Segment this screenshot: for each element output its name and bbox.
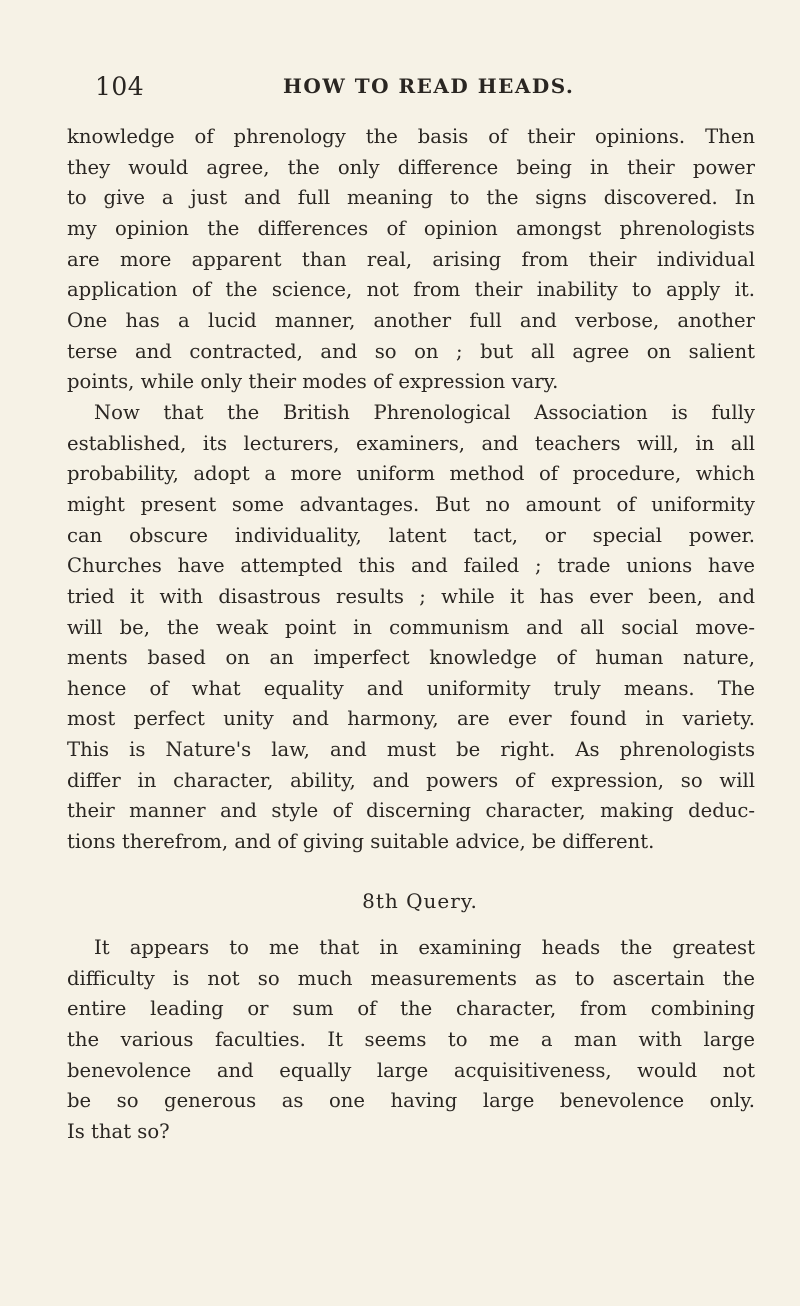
text-line: might present some advantages. But no amount of uniformity — [67, 492, 755, 516]
paragraph-2 — [67, 398, 755, 858]
text-line: differ in character, ability, and powers of expression, so will — [67, 768, 755, 792]
text-line: This is Nature's law, and must be right. As phrenologists — [67, 738, 755, 762]
text-line: my opinion the differences of opinion amongst phrenologists — [67, 216, 755, 240]
text-line: One has a lucid manner, another full and verbose, another — [67, 308, 755, 332]
text-line: It appears to me that in examining heads the greatest — [94, 936, 755, 959]
page-number: 104 — [95, 72, 145, 101]
text-line: be so generous as one having large benevolence only. — [67, 1089, 755, 1113]
text-line: to give a just and full meaning to the signs discovered. In — [67, 186, 755, 210]
text-line: will be, the weak point in communism and all social move- — [67, 615, 755, 639]
query-heading-text: 8th Query. — [362, 889, 478, 913]
text-line: the various faculties. It seems to me a man with large — [67, 1027, 755, 1051]
text-line: probability, adopt a more uniform method of procedure, which — [67, 462, 755, 486]
text-line: they would agree, the only difference being in their power — [67, 155, 755, 179]
text-line: entire leading or sum of the character, from combining — [67, 997, 755, 1021]
text-line: tions therefrom, and of giving suitable advice, be different. — [67, 830, 655, 854]
paragraph-1 — [67, 122, 755, 398]
text-line: established, its lecturers, examiners, and teachers will, in all — [67, 431, 755, 455]
text-line: most perfect unity and harmony, are ever found in variety. — [67, 707, 755, 731]
text-line: their manner and style of discerning character, making deduc- — [67, 799, 755, 823]
text-line: tried it with disastrous results ; while it has ever been, and — [67, 584, 755, 608]
text-line: benevolence and equally large acquisitiveness, would not — [67, 1058, 755, 1082]
text-line: are more apparent than real, arising from their individual — [67, 247, 755, 271]
text-line: application of the science, not from their inability to apply it. — [67, 278, 755, 302]
text-line: ments based on an imperfect knowledge of human nature, — [67, 646, 755, 670]
page-header — [95, 72, 755, 108]
text-line: terse and contracted, and so on ; but all agree on salient — [67, 339, 755, 363]
text-line: Now that the British Phrenological Association is fully — [94, 400, 755, 424]
text-line: points, while only their modes of expression vary. — [67, 370, 559, 394]
section-heading — [0, 889, 800, 913]
body-text — [67, 122, 755, 858]
text-line: hence of what equality and uniformity truly means. The — [67, 676, 755, 700]
running-head: HOW TO READ HEADS. — [283, 74, 575, 98]
query-paragraph — [67, 933, 755, 1148]
text-line: Is that so? — [67, 1119, 170, 1143]
text-line: can obscure individuality, latent tact, or special power. — [67, 523, 755, 547]
text-line: knowledge of phrenology the basis of their opinions. Then — [67, 125, 755, 148]
text-line: difficulty is not so much measurements as to ascertain the — [67, 966, 755, 990]
text-line: Churches have attempted this and failed ; trade unions have — [67, 554, 755, 578]
